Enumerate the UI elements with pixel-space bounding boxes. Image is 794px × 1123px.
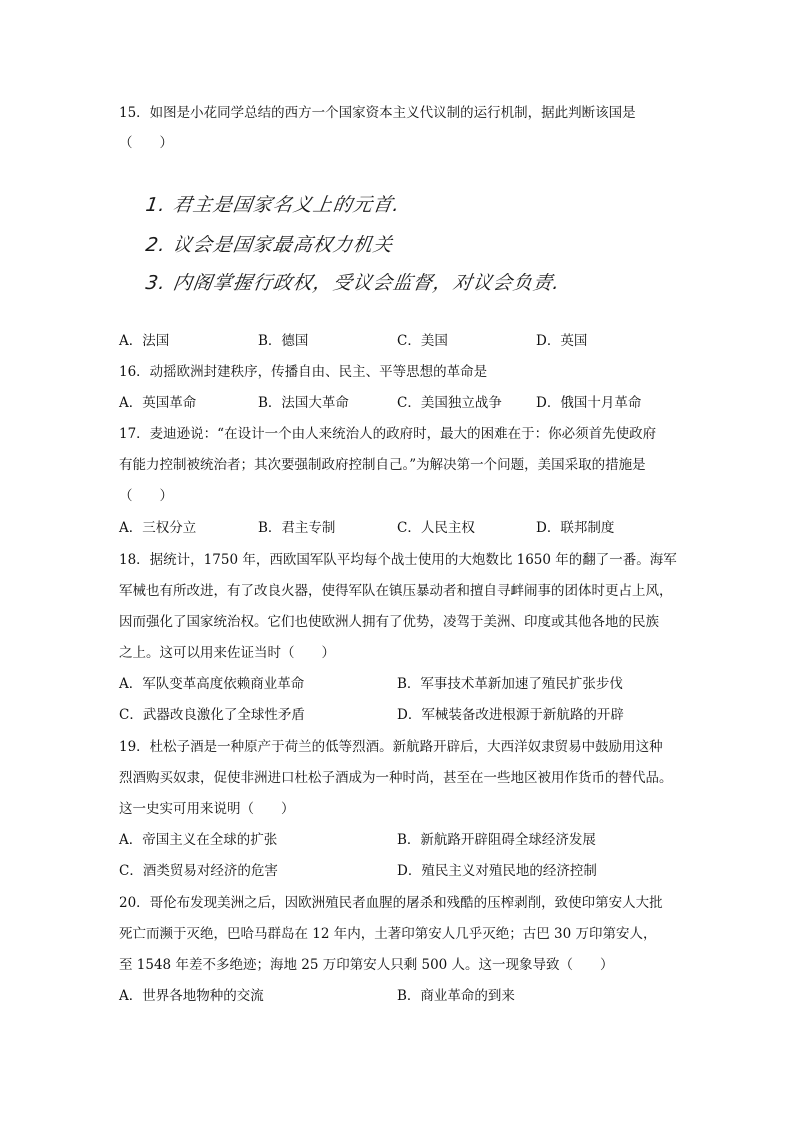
q16-stem-line-1: 16．动摇欧洲封建秩序，传播自由、民主、平等思想的革命是 xyxy=(119,364,488,380)
q15-stem-line-2: （ ） xyxy=(119,135,173,151)
handwritten-line-3: 3. 内阁掌握行政权，受议会监督，对议会负责. xyxy=(144,272,562,294)
q17-option-c: C．人民主权 xyxy=(397,520,475,536)
q16-option-b: B．法国大革命 xyxy=(258,395,349,411)
q19-option-a: A．帝国主义在全球的扩张 xyxy=(119,832,278,848)
q17-option-d: D．联邦制度 xyxy=(536,520,615,536)
q17-option-a: A．三权分立 xyxy=(119,520,197,536)
q20-stem-line-1: 20．哥伦布发现美洲之后，因欧洲殖民者血腥的屠杀和残酷的压榨剥削，致使印第安人大批 xyxy=(119,895,663,911)
q16-option-c: C．美国独立战争 xyxy=(397,395,502,411)
q15-option-d: D．英国 xyxy=(536,333,588,349)
q15-option-b: B．德国 xyxy=(258,333,309,349)
q19-option-b: B．新航路开辟阻碍全球经济发展 xyxy=(397,832,596,848)
q20-option-a: A．世界各地物种的交流 xyxy=(119,988,264,1004)
q18-stem-line-4: 之上。这可以用来佐证当时（ ） xyxy=(119,645,335,661)
q17-stem-line-3: （ ） xyxy=(119,488,173,504)
q17-stem-line-2: 有能力控制被统治者；其次要强制政府控制自己。”为解决第一个问题，美国采取的措施是 xyxy=(119,457,646,473)
q20-stem-line-2: 死亡而濒于灭绝，巴哈马群岛在 12 年内，土著印第安人几乎灭绝；古巴 30 万印第安人， xyxy=(119,926,657,942)
q18-option-b: B．军事技术革新加速了殖民扩张步伐 xyxy=(397,676,623,692)
q15-option-c: C．美国 xyxy=(397,333,448,349)
q20-stem-line-3: 至 1548 年差不多绝迹；海地 25 万印第安人只剩 500 人。这一现象导致（ ） xyxy=(119,957,614,973)
q19-stem-line-2: 烈酒购买奴隶，促使非洲进口杜松子酒成为一种时尚，甚至在一些地区被用作货币的替代品。 xyxy=(119,770,673,786)
q19-option-d: D．殖民主义对殖民地的经济控制 xyxy=(397,863,597,879)
q16-option-d: D．俄国十月革命 xyxy=(536,395,642,411)
q15-stem-line-1: 15．如图是小花同学总结的西方一个国家资本主义代议制的运行机制，据此判断该国是 xyxy=(119,105,636,121)
q19-stem-line-3: 这一史实可用来说明（ ） xyxy=(119,801,295,817)
q18-option-c: C．武器改良激化了全球性矛盾 xyxy=(119,707,305,723)
q19-option-c: C．酒类贸易对经济的危害 xyxy=(119,863,278,879)
handwritten-line-2: 2. 议会是国家最高权力机关 xyxy=(144,234,395,256)
q20-option-b: B．商业革命的到来 xyxy=(397,988,515,1004)
q16-option-a: A．英国革命 xyxy=(119,395,197,411)
q18-option-d: D．军械装备改进根源于新航路的开辟 xyxy=(397,707,624,723)
q18-stem-line-3: 因而强化了国家统治权。它们也使欧洲人拥有了优势，凌驾于美洲、印度或其他各地的民族 xyxy=(119,614,659,630)
q19-stem-line-1: 19．杜松子酒是一种原产于荷兰的低等烈酒。新航路开辟后，大西洋奴隶贸易中鼓励用这种 xyxy=(119,739,663,755)
q17-stem-line-1: 17．麦迪逊说：“在设计一个由人来统治人的政府时，最大的困难在于：你必须首先使政府 xyxy=(119,426,657,442)
q17-option-b: B．君主专制 xyxy=(258,520,336,536)
q18-stem-line-2: 军械也有所改进，有了改良火器，使得军队在镇压暴动者和擅自寻衅闹事的团体时更占上风， xyxy=(119,583,673,599)
q18-option-a: A．军队变革高度依赖商业革命 xyxy=(119,676,305,692)
handwritten-line-1: 1. 君主是国家名义上的元首. xyxy=(144,194,402,216)
q18-stem-line-1: 18．据统计，1750 年，西欧国军队平均每个战士使用的大炮数比 1650 年的翻了一番。海军 xyxy=(119,552,677,568)
q15-option-a: A．法国 xyxy=(119,333,170,349)
